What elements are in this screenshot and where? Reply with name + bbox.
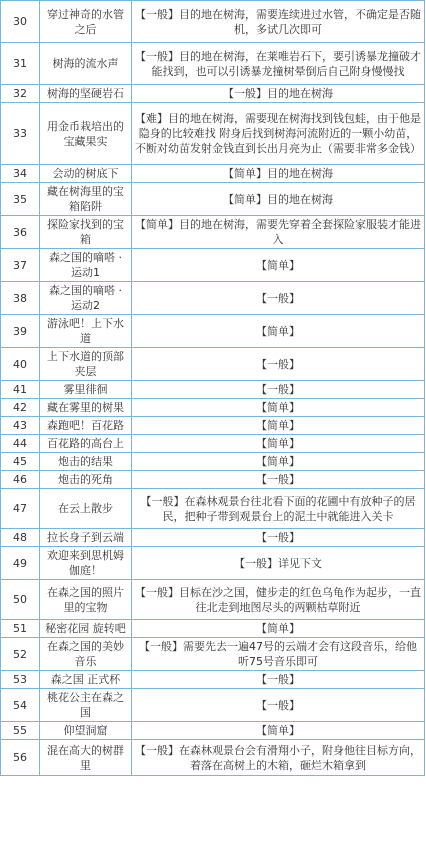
row-description-cell: 【简单】 [132,315,425,348]
row-name-cell: 探险家找到的宝箱 [40,216,132,249]
row-number-cell: 42 [1,399,40,417]
row-description-cell: 【简单】目的地在树海 [132,183,425,216]
row-description-cell: 【简单】目的地在树海 [132,165,425,183]
table-row [1,249,425,282]
row-name-cell: 森之国的嘀嗒 · 运动2 [40,282,132,315]
row-description-cell: 【一般】目的地在树海，需要连续进过水管，不确定是否随机，多试几次即可 [132,1,425,43]
row-name-cell: 森之国的嘀嗒 · 运动1 [40,249,132,282]
row-number-cell: 38 [1,282,40,315]
row-description-cell: 【一般】详见下文 [132,547,425,580]
row-name-cell: 百花路的高台上 [40,435,132,453]
table-row [1,471,425,489]
table-row [1,722,425,740]
row-name-cell: 炮击的死角 [40,471,132,489]
table-row [1,489,425,529]
row-description-cell: 【一般】目的地在树海 [132,85,425,103]
table-row [1,740,425,776]
table-row [1,547,425,580]
row-name-cell: 用金币栽培出的宝藏果实 [40,103,132,165]
row-number-cell: 45 [1,453,40,471]
row-description-cell: 【一般】 [132,348,425,381]
table-row [1,348,425,381]
table-body [1,1,425,776]
row-number-cell: 47 [1,489,40,529]
row-number-cell: 50 [1,580,40,620]
table-row [1,216,425,249]
row-number-cell: 48 [1,529,40,547]
table-row [1,453,425,471]
row-description-cell: 【简单】 [132,399,425,417]
row-number-cell: 49 [1,547,40,580]
row-name-cell: 穿过神奇的水管之后 [40,1,132,43]
row-name-cell: 在云上散步 [40,489,132,529]
row-name-cell: 森跑吧！百花路 [40,417,132,435]
table-row [1,671,425,689]
row-number-cell: 32 [1,85,40,103]
table-row [1,689,425,722]
table-row [1,43,425,85]
table-row [1,620,425,638]
row-name-cell: 上下水道的顶部夹层 [40,348,132,381]
row-number-cell: 55 [1,722,40,740]
row-name-cell: 欢迎来到思机姆伽庭！ [40,547,132,580]
row-description-cell: 【一般】需要先去一遍47号的云端才会有这段音乐，给他听75号音乐即可 [132,638,425,671]
table-row [1,381,425,399]
row-description-cell: 【简单】 [132,417,425,435]
row-name-cell: 仰望洞窟 [40,722,132,740]
table-row [1,103,425,165]
row-description-cell: 【一般】 [132,689,425,722]
table-row [1,165,425,183]
row-number-cell: 43 [1,417,40,435]
row-description-cell: 【简单】 [132,453,425,471]
row-description-cell: 【一般】 [132,381,425,399]
row-description-cell: 【一般】在森林观景台往北看下面的花圃中有放种子的居民，把种子带到观景台上的泥土中就能进入关卡 [132,489,425,529]
row-name-cell: 会动的树底下 [40,165,132,183]
table-row [1,580,425,620]
row-description-cell: 【一般】 [132,529,425,547]
row-description-cell: 【简单】 [132,620,425,638]
row-name-cell: 秘密花园 旋转吧 [40,620,132,638]
row-name-cell: 树海的坚硬岩石 [40,85,132,103]
table-row [1,435,425,453]
row-description-cell: 【一般】 [132,282,425,315]
table-row [1,529,425,547]
row-name-cell: 藏在雾里的树果 [40,399,132,417]
table-row [1,1,425,43]
row-number-cell: 33 [1,103,40,165]
row-name-cell: 藏在树海里的宝箱陷阱 [40,183,132,216]
row-description-cell: 【简单】目的地在树海，需要先穿着全套探险家服装才能进入 [132,216,425,249]
row-number-cell: 44 [1,435,40,453]
row-number-cell: 54 [1,689,40,722]
row-number-cell: 37 [1,249,40,282]
table-row [1,85,425,103]
row-number-cell: 56 [1,740,40,776]
row-description-cell: 【一般】在森林观景台会有滑翔小子，附身他往目标方向，着落在高树上的木箱，砸烂木箱拿到 [132,740,425,776]
row-number-cell: 51 [1,620,40,638]
table-row [1,315,425,348]
row-description-cell: 【难】目的地在树海，需要现在树海找到钱包蛙，由于他是隐身的比较难找 附身后找到树海河流附近的一颗小幼苗，不断对幼苗发射金钱直到长出月亮为止（需要非常多金钱） [132,103,425,165]
row-number-cell: 52 [1,638,40,671]
row-name-cell: 森之国 正式杯 [40,671,132,689]
row-description-cell: 【简单】 [132,435,425,453]
row-number-cell: 46 [1,471,40,489]
row-name-cell: 雾里徘徊 [40,381,132,399]
table-row [1,638,425,671]
row-description-cell: 【一般】 [132,471,425,489]
table-row [1,399,425,417]
row-description-cell: 【一般】 [132,671,425,689]
row-number-cell: 36 [1,216,40,249]
table-row [1,417,425,435]
row-name-cell: 炮击的结果 [40,453,132,471]
row-number-cell: 35 [1,183,40,216]
row-name-cell: 树海的流水声 [40,43,132,85]
row-number-cell: 39 [1,315,40,348]
row-number-cell: 34 [1,165,40,183]
table-row [1,183,425,216]
row-description-cell: 【简单】 [132,249,425,282]
row-number-cell: 41 [1,381,40,399]
row-number-cell: 30 [1,1,40,43]
row-number-cell: 40 [1,348,40,381]
row-name-cell: 在森之国的美妙音乐 [40,638,132,671]
row-description-cell: 【一般】目标在沙之国，健步走的红色乌龟作为起步，一直往北走到地图尽头的两颗枯草附近 [132,580,425,620]
row-name-cell: 在森之国的照片里的宝物 [40,580,132,620]
row-name-cell: 游泳吧！上下水道 [40,315,132,348]
table-row [1,282,425,315]
row-description-cell: 【简单】 [132,722,425,740]
row-name-cell: 混在高大的树群里 [40,740,132,776]
row-name-cell: 拉长身子到云端 [40,529,132,547]
row-description-cell: 【一般】目的地在树海，在莱唯岩石下，要引诱暴龙撞破才能找到，也可以引诱暴龙撞树晕倒后自己附身慢慢找 [132,43,425,85]
row-number-cell: 53 [1,671,40,689]
row-number-cell: 31 [1,43,40,85]
row-name-cell: 桃花公主在森之国 [40,689,132,722]
